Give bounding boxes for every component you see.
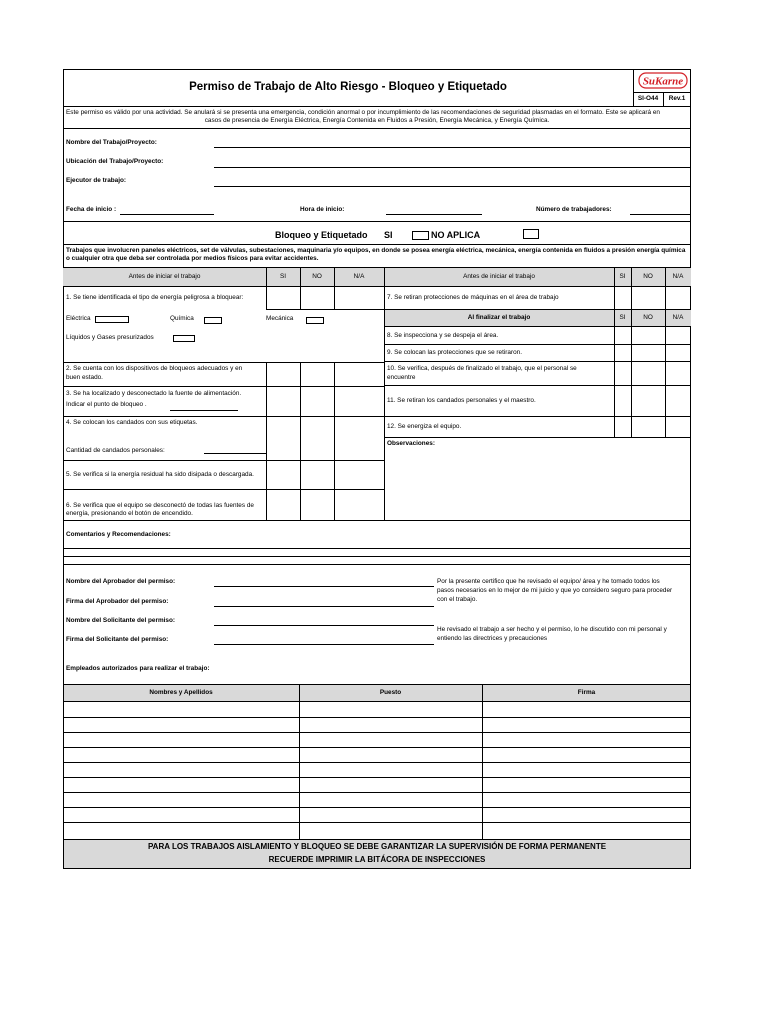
left-na-col-line	[334, 268, 335, 309]
item-10-text-1: 10. Se verifica, después de finalizado el trabajo, que el personal se	[387, 365, 577, 372]
employees-row-line	[63, 777, 691, 778]
form-title: Permiso de Trabajo de Alto Riesgo - Bloqueo y Etiquetado	[189, 81, 507, 93]
comments-label: Comentarios y Recomendaciones:	[66, 531, 171, 538]
left-si-col-line	[266, 268, 267, 309]
no-aplica-checkbox[interactable]	[523, 229, 539, 239]
workers-count-field[interactable]	[630, 214, 690, 215]
authorized-employees-label: Empleados autorizados para realizar el trabajo:	[66, 665, 210, 672]
al-finalizar-na: N/A	[672, 314, 684, 321]
start-date-field[interactable]	[120, 214, 214, 215]
mecanica-checkbox[interactable]	[306, 317, 324, 324]
left-col-na: N/A	[353, 273, 365, 280]
item-6-text-1: 6. Se verifica que el equipo se desconectó de todas las fuentes de	[66, 502, 254, 509]
section-desc-1: Trabajos que involucren paneles eléctricos, set de válvulas, subestaciones, maquinaria y/o equipos, en donde se posea energía eléctrica, mecánica, energía contenida en fluidos a presión energía química	[66, 247, 686, 254]
requester-signature-field[interactable]	[214, 644, 434, 645]
item-3-text-2: Indicar el punto de bloqueo .	[66, 401, 147, 408]
employees-row-line	[63, 747, 691, 748]
form-frame	[63, 69, 691, 869]
header-bottom-line	[63, 106, 691, 107]
comments-line-3[interactable]	[63, 564, 691, 565]
start-date-label: Fecha de inicio :	[66, 206, 117, 213]
liquidos-label: Líquidos y Gases presurizados	[66, 334, 154, 341]
project-location-label: Ubicación del Trabajo/Proyecto:	[66, 158, 164, 165]
al-finalizar-bottom	[384, 326, 691, 327]
right-col-si: SI	[619, 273, 626, 280]
approver-name-label: Nombre del Aprobador del permiso:	[66, 578, 176, 585]
fields-bottom-line	[63, 221, 691, 222]
item-8-bottom	[384, 344, 691, 345]
item-12-text: 12. Se energiza el equipo.	[387, 423, 462, 430]
item-2-top	[63, 362, 384, 363]
certification-text-2: pasos necesarios en lo mejor de mi juicio y que yo considero seguro para proceder	[437, 587, 673, 594]
item-9-text: 9. Se colocan las protecciones que se retiraron.	[387, 349, 522, 356]
start-time-field[interactable]	[386, 214, 482, 215]
footer-text-1: PARA LOS TRABAJOS AISLAMIENTO Y BLOQUEO SE DEBE GARANTIZAR LA SUPERVISIÓN DE FORMA PERMANENTE	[147, 842, 607, 851]
requester-name-label: Nombre del Solicitante del permiso:	[66, 617, 176, 624]
certification-text-1: Por la presente certifico que he revisado el equipo/ área y he tomado todos los	[437, 578, 660, 585]
item-3-top	[63, 386, 384, 387]
item-1-text: 1. Se tiene identificada el tipo de energía peligrosa a bloquear:	[66, 294, 244, 301]
si-label: SI	[384, 230, 393, 240]
sukarne-logo	[638, 72, 688, 89]
bloqueo-point-field[interactable]	[170, 410, 238, 411]
employees-row-line	[63, 807, 691, 808]
mecanica-label: Mecánica	[266, 315, 294, 322]
observaciones-label: Observaciones:	[387, 440, 435, 447]
item-6-top	[63, 489, 384, 490]
electrica-label: Eléctrica	[66, 315, 91, 322]
employees-col-signature: Firma	[577, 689, 596, 696]
comments-line-1[interactable]	[63, 548, 691, 549]
approver-name-field[interactable]	[214, 586, 434, 587]
project-name-label: Nombre del Trabajo/Proyecto:	[66, 139, 157, 146]
section-desc-2: o cualquier otra que deba ser controlada por medios físicos para evitar accidentes.	[66, 255, 319, 262]
cantidad-field[interactable]	[204, 453, 266, 454]
left-col-si: SI	[279, 273, 287, 280]
intro-text-1: Este permiso es válido por una actividad. Se anulará si se presenta una emergencia, condición anormal o por incumplimiento de las recomendaciones de seguridad plasmadas en el formato. Este se aplicará en	[66, 109, 660, 116]
review-text-1: He revisado el trabajo a ser hecho y el permiso, lo he discutido con mi personal y	[437, 626, 667, 633]
al-finalizar-si: SI	[619, 314, 626, 321]
al-finalizar-no: NO	[643, 314, 653, 321]
item-1-bottom	[266, 309, 384, 310]
footer-text-2: RECUERDE IMPRIMIR LA BITÁCORA DE INSPECCIONES	[268, 855, 486, 864]
doc-code: SI-O44	[637, 95, 659, 102]
left-header-label: Antes de iniciar el trabajo	[128, 273, 201, 280]
checklist-bottom	[63, 520, 691, 521]
workers-count-label: Número de trabajadores:	[536, 206, 612, 213]
al-finalizar-label: Al finalizar el trabajo	[467, 314, 531, 321]
quimica-label: Química	[170, 315, 194, 322]
intro-bottom-line	[63, 128, 691, 129]
requester-signature-label: Firma del Solicitante del permiso:	[66, 636, 169, 643]
item-11-bottom	[384, 416, 691, 417]
requester-name-field[interactable]	[214, 625, 434, 626]
employees-col-position: Puesto	[379, 689, 402, 696]
right-col-na: N/A	[672, 273, 684, 280]
right-no-col-line	[631, 268, 632, 438]
si-checkbox[interactable]	[412, 231, 429, 240]
start-time-label: Hora de inicio:	[300, 206, 345, 213]
code-top-line	[633, 92, 691, 93]
approver-signature-label: Firma del Aprobador del permiso:	[66, 598, 169, 605]
employees-row-line	[63, 822, 691, 823]
item-10-text-2: encuentre	[387, 374, 416, 381]
comments-line-2[interactable]	[63, 556, 691, 557]
item-8-text: 8. Se inspecciona y se despeja el área.	[387, 332, 499, 339]
section-bottom-line	[63, 244, 691, 245]
employees-row-line	[63, 762, 691, 763]
item-9-bottom	[384, 361, 691, 362]
no-aplica-label: NO APLICA	[431, 230, 481, 240]
right-na-col-line	[665, 268, 666, 438]
doc-revision: Rev.1	[668, 95, 686, 102]
cantidad-label: Cantidad de candados personales:	[66, 447, 165, 454]
checklist-header-bottom	[63, 286, 691, 287]
item-10-bottom	[384, 385, 691, 386]
item-11-text: 11. Se retiran los candados personales y el maestro.	[387, 397, 536, 404]
section-title: Bloqueo y Etiquetado	[275, 230, 368, 240]
item-7-text: 7. Se retiran protecciones de máquinas en el área de trabajo	[387, 294, 559, 301]
electrica-checkbox[interactable]	[95, 316, 129, 323]
item-5-text: 5. Se verifica si la energía residual ha sido disipada o descargada.	[66, 471, 254, 478]
employees-row-line	[63, 792, 691, 793]
item-2-text-1: 2. Se cuenta con los dispositivos de bloqueos adecuados y en	[66, 365, 243, 372]
right-col-no: NO	[643, 273, 653, 280]
item-4-top	[63, 416, 384, 417]
project-location-field[interactable]	[214, 167, 690, 168]
item-3-text-1: 3. Se ha localizado y desconectado la fuente de alimentación.	[66, 390, 242, 397]
item-12-bottom	[384, 437, 691, 438]
employees-row-line	[63, 717, 691, 718]
approver-signature-field[interactable]	[214, 606, 434, 607]
liquidos-checkbox[interactable]	[173, 335, 195, 342]
right-si-col-line	[614, 268, 615, 438]
item-2-text-2: buen estado.	[66, 374, 103, 381]
item-6-text-2: energía, presionando el botón de encendido.	[66, 510, 193, 517]
svg-text:SuKarne: SuKarne	[642, 75, 684, 88]
quimica-checkbox[interactable]	[204, 317, 222, 324]
left-col-no: NO	[312, 273, 322, 280]
certification-text-3: con el trabajo.	[437, 596, 478, 603]
employees-col-name: Nombres y Apellidos	[149, 689, 213, 696]
left-no-col-line	[300, 268, 301, 309]
intro-text-2: casos de presencia de Energía Eléctrica, Energía Contenida en Fluidos a Presión, Energía Mecánica, y Energía Química.	[204, 117, 550, 124]
executor-field[interactable]	[214, 186, 690, 187]
executor-label: Ejecutor de trabajo:	[66, 177, 127, 184]
center-divider	[384, 268, 385, 520]
item-5-top	[63, 460, 384, 461]
review-text-2: entiendo las directrices y precauciones	[437, 635, 548, 642]
project-name-field[interactable]	[214, 147, 690, 148]
right-header-label: Antes de iniciar el trabajo	[463, 273, 535, 280]
employees-row-line	[63, 732, 691, 733]
item-4-text: 4. Se colocan los candados con sus etiquetas.	[66, 419, 198, 426]
